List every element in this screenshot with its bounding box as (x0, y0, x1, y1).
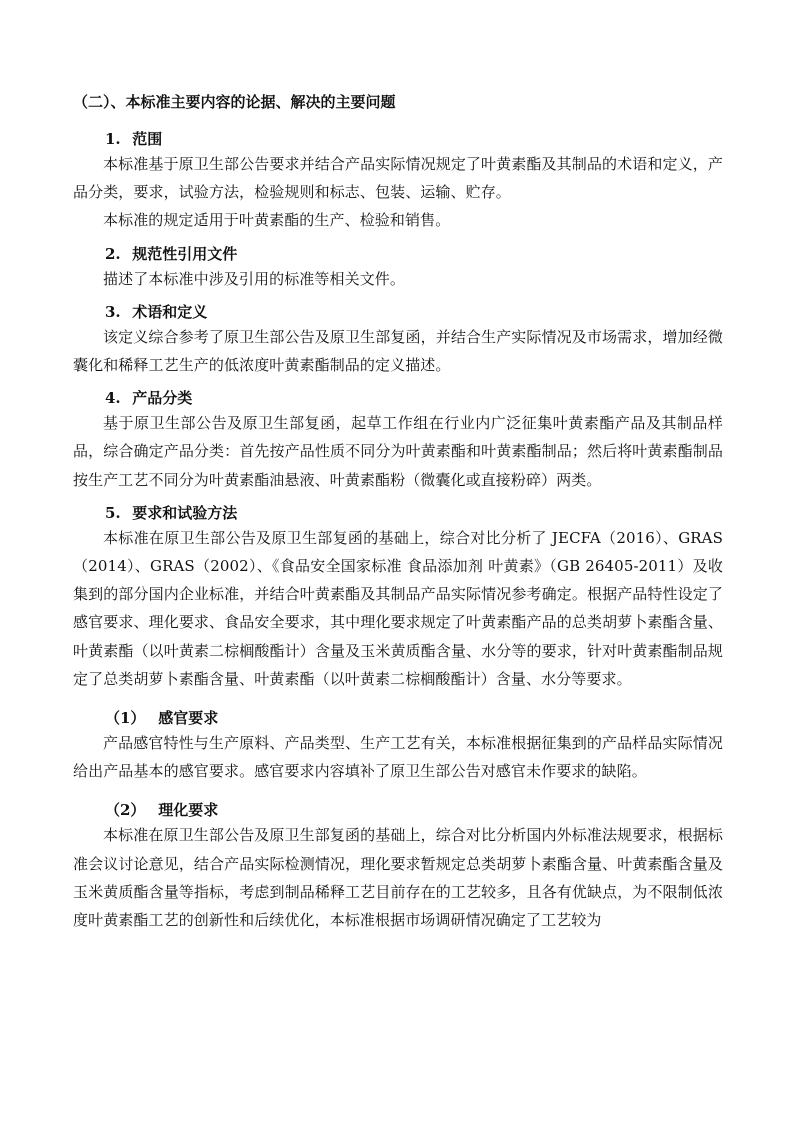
paragraph: 本标准在原卫生部公告及原卫生部复函的基础上，综合对比分析国内外标准法规要求，根据标准会议讨论意见，结合产品实际检测情况，理化要求暂规定总类胡萝卜素酯含量、叶黄素酯含量及玉米黄质酯含量等指标，考虑到制品稀释工艺目前存在的工艺较多，且各有优缺点，为不限制低浓度叶黄素酯工艺的创新性和后续优化，本标准根据市场调研情况确定了工艺较为 (73, 826, 723, 930)
section-title: 规范性引用文件 (132, 244, 238, 263)
section-3-title (73, 301, 723, 323)
section-heading: （二）、本标准主要内容的论据、解决的主要问题 (73, 93, 396, 111)
subsection-number: （1） (105, 709, 146, 728)
section-number: 2. (105, 244, 121, 263)
subsection-2-title (73, 799, 723, 821)
section-title: 术语和定义 (132, 302, 208, 321)
paragraph: 本标准基于原卫生部公告要求并结合产品实际情况规定了叶黄素酯及其制品的术语和定义，产品分类，要求，试验方法，检验规则和标志、包装、运输、贮存。 (73, 155, 723, 202)
section-2-title (73, 243, 723, 265)
section-number: 4. (105, 389, 121, 408)
subsection-1-title (73, 707, 723, 729)
paragraph: 描述了本标准中涉及引用的标准等相关文件。 (103, 269, 406, 288)
subsection-number: （2） (105, 801, 146, 820)
section-number: 5. (105, 503, 121, 522)
section-number: 3. (105, 302, 121, 321)
paragraph: 本标准的规定适用于叶黄素酯的生产、检验和销售。 (103, 211, 451, 230)
document-page (73, 90, 723, 934)
section-number: 1. (105, 130, 121, 148)
section-5-title (73, 502, 723, 524)
subsection-title: 感官要求 (158, 709, 219, 728)
paragraph: 基于原卫生部公告及原卫生部复函，起草工作组在行业内广泛征集叶黄素酯产品及其制品样品，综合确定产品分类：首先按产品性质不同分为叶黄素酯和叶黄素酯制品；然后将叶黄素酯制品按生产工艺不同分为叶黄素酯油悬液、叶黄素酯粉（微囊化或直接粉碎）两类。 (73, 414, 723, 489)
section-1-title (73, 128, 723, 150)
section-title: 产品分类 (132, 389, 193, 408)
section-4-title (73, 387, 723, 409)
paragraph: 本标准在原卫生部公告及原卫生部复函的基础上，综合对比分析了 JECFA（2016）、GRAS（2014）、GRAS（2002）、《食品安全国家标准 食品添加剂 叶黄素》（GB 26405-2011）及收集到的部分国内企业标准，并结合叶黄素酯及其制品产品实际情况参考确定。根据产品特性设定了感官要求、理化要求、食品安全要求，其中理化要求规定了叶黄素酯产品的总类胡萝卜素酯含量、叶黄素酯（以叶黄素二棕榈酸酯计）含量及玉米黄质酯含量、水分等的要求，针对叶黄素酯制品规定了总类胡萝卜素酯含量、叶黄素酯（以叶黄素二棕榈酸酯计）含量、水分等要求。 (73, 528, 723, 688)
subsection-title: 理化要求 (158, 801, 219, 820)
section-title: 要求和试验方法 (132, 503, 238, 522)
section-title: 范围 (132, 130, 163, 148)
paragraph: 该定义综合参考了原卫生部公告及原卫生部复函，并结合生产实际情况及市场需求，增加经微囊化和稀释工艺生产的低浓度叶黄素酯制品的定义描述。 (73, 327, 723, 375)
paragraph: 产品感官特性与生产原料、产品类型、生产工艺有关，本标准根据征集到的产品样品实际情况给出产品基本的感官要求。感官要求内容填补了原卫生部公告对感官未作要求的缺陷。 (73, 734, 723, 781)
